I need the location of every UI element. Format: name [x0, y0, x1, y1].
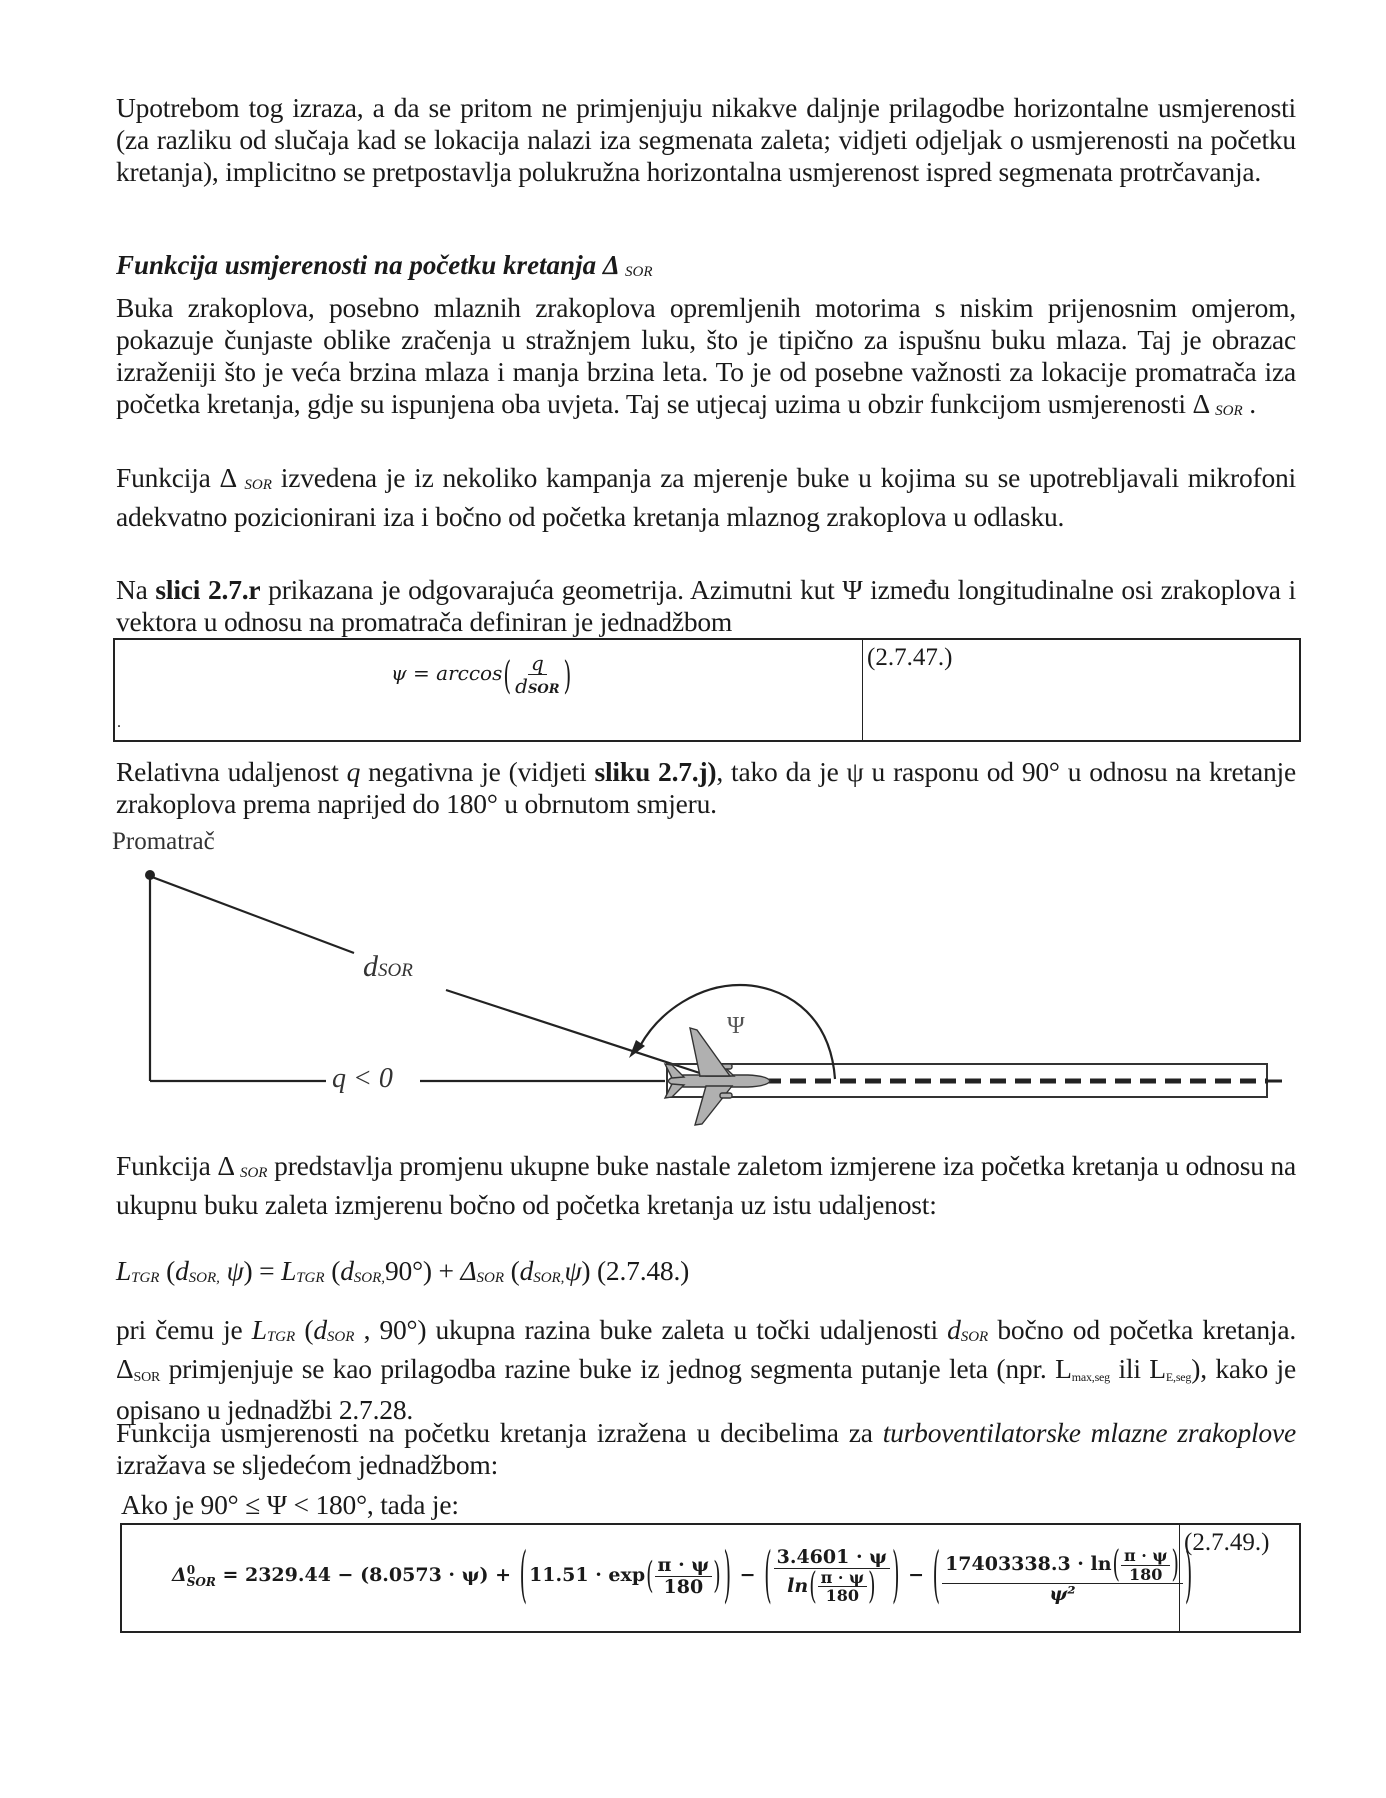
- paragraph-jet-noise: Buka zrakoplova, posebno mlaznih zrakoplova opremljenih motorima s niskim prijenosnim omjerom, pokazuje čunjaste oblike zračenja u stražnjem luku, što je tipično za ispušnu buku mlaza. Taj je obrazac izraženiji što je veća brzina mlaza i manja brzina leta. To je od posebne važnosti za lokacije promatrača iza početka kretanja, gdje su ispunjena oba uvjeta. Taj se utjecaj uzima u obzir funkcijom usmjerenosti Δ SOR .: [116, 292, 1296, 419]
- paragraph-ltgr-definition: pri čemu je LTGR (dSOR , 90°) ukupna razina buke zaleta u točki udaljenosti dSOR bočno od početka kretanja. ΔSOR primjenjuje se kao prilagodba razine buke iz jednog segmenta putanje leta (npr. Lmax,seg ili LE,seg), kako je opisano u jednadžbi 2.7.28.: [116, 1314, 1296, 1425]
- intro-paragraph: Upotrebom tog izraza, a da se pritom ne primjenjuju nikakve daljnje prilagodbe horizontalne usmjerenosti (za razliku od slučaja kad se lokacija nalazi iza segmenata zaleta; vidjeti odjeljak o usmjerenosti na početku kretanja), implicitno se pretpostavlja polukružna horizontalna usmjerenost ispred segmenata protrčavanja.: [116, 92, 1296, 187]
- angle-label: Ψ: [727, 1013, 745, 1039]
- distance-label: dSOR: [363, 950, 413, 983]
- paragraph-geometry: Na slici 2.7.r prikazana je odgovarajuća geometrija. Azimutni kut Ψ između longitudinalne osi zrakoplova i vektora u odnosu na promatrača definiran je jednadžbom: [116, 574, 1296, 637]
- equation-number-2-7-49: (2.7.49.): [1184, 1529, 1270, 1556]
- observer-label: Promatrač: [112, 828, 215, 855]
- paragraph-derivation: Funkcija Δ SOR izvedena je iz nekoliko kampanja za mjerenje buke u kojima su se upotrebljavali mikrofoni adekvatno pozicionirani iza i bočno od početka kretanja mlaznog zrakoplova u odlasku.: [116, 462, 1296, 532]
- equation-2-7-48: LTGR (dSOR, ψ) = LTGR (dSOR,90°) + ΔSOR (dSOR,ψ) (2.7.48.): [116, 1255, 690, 1286]
- airplane-wing-upper: [690, 1028, 730, 1076]
- equation-number-2-7-47: (2.7.47.): [867, 644, 953, 671]
- equation-2-7-49: Δ 0 SOR = 2329.44 − (8.0573 · ψ) + ( 11.51 · exp( $\frac{\pi \cdot \psi}{180}$ ) ) − ( 3.4601 · ψ ln( $\frac{\pi \cdot \psi}{180}$ ) ) − ( 17403338.3 · ln( $\frac{\pi \cdot \psi}{180}$ ) ψ² ): [172, 1540, 1193, 1612]
- paragraph-relative-distance: Relativna udaljenost q negativna je (vidjeti sliku 2.7.j), tako da je ψ u rasponu od 90° u odnosu na kretanje zrakoplova prema naprijed do 180° u obrnutom smjeru.: [116, 756, 1296, 819]
- condition-line: Ako je 90° ≤ Ψ < 180°, tada je:: [121, 1489, 459, 1520]
- equation-2-7-47: ψ = arccos( $\frac{q}{\text{dSOR}}$ ): [391, 651, 572, 698]
- q-label: q < 0: [332, 1063, 393, 1094]
- section-heading: Funkcija usmjerenosti na početku kretanja Δ SOR: [116, 250, 653, 280]
- equation-box-2-7-49: [120, 1523, 1301, 1633]
- paragraph-function-meaning: Funkcija Δ SOR predstavlja promjenu ukupne buke nastale zaletom izmjerene iza početka kretanja u odnosu na ukupnu buku zaleta izmjerenu bočno od početka kretanja uz istu udaljenost:: [116, 1150, 1296, 1220]
- distance-line-upper: [152, 877, 354, 953]
- paragraph-turbofan: Funkcija usmjerenosti na početku kretanja izražena u decibelima za turboventilatorske mlazne zrakoplove izražava se sljedećom jednadžbom:: [116, 1417, 1296, 1480]
- stray-mark: .: [117, 714, 121, 731]
